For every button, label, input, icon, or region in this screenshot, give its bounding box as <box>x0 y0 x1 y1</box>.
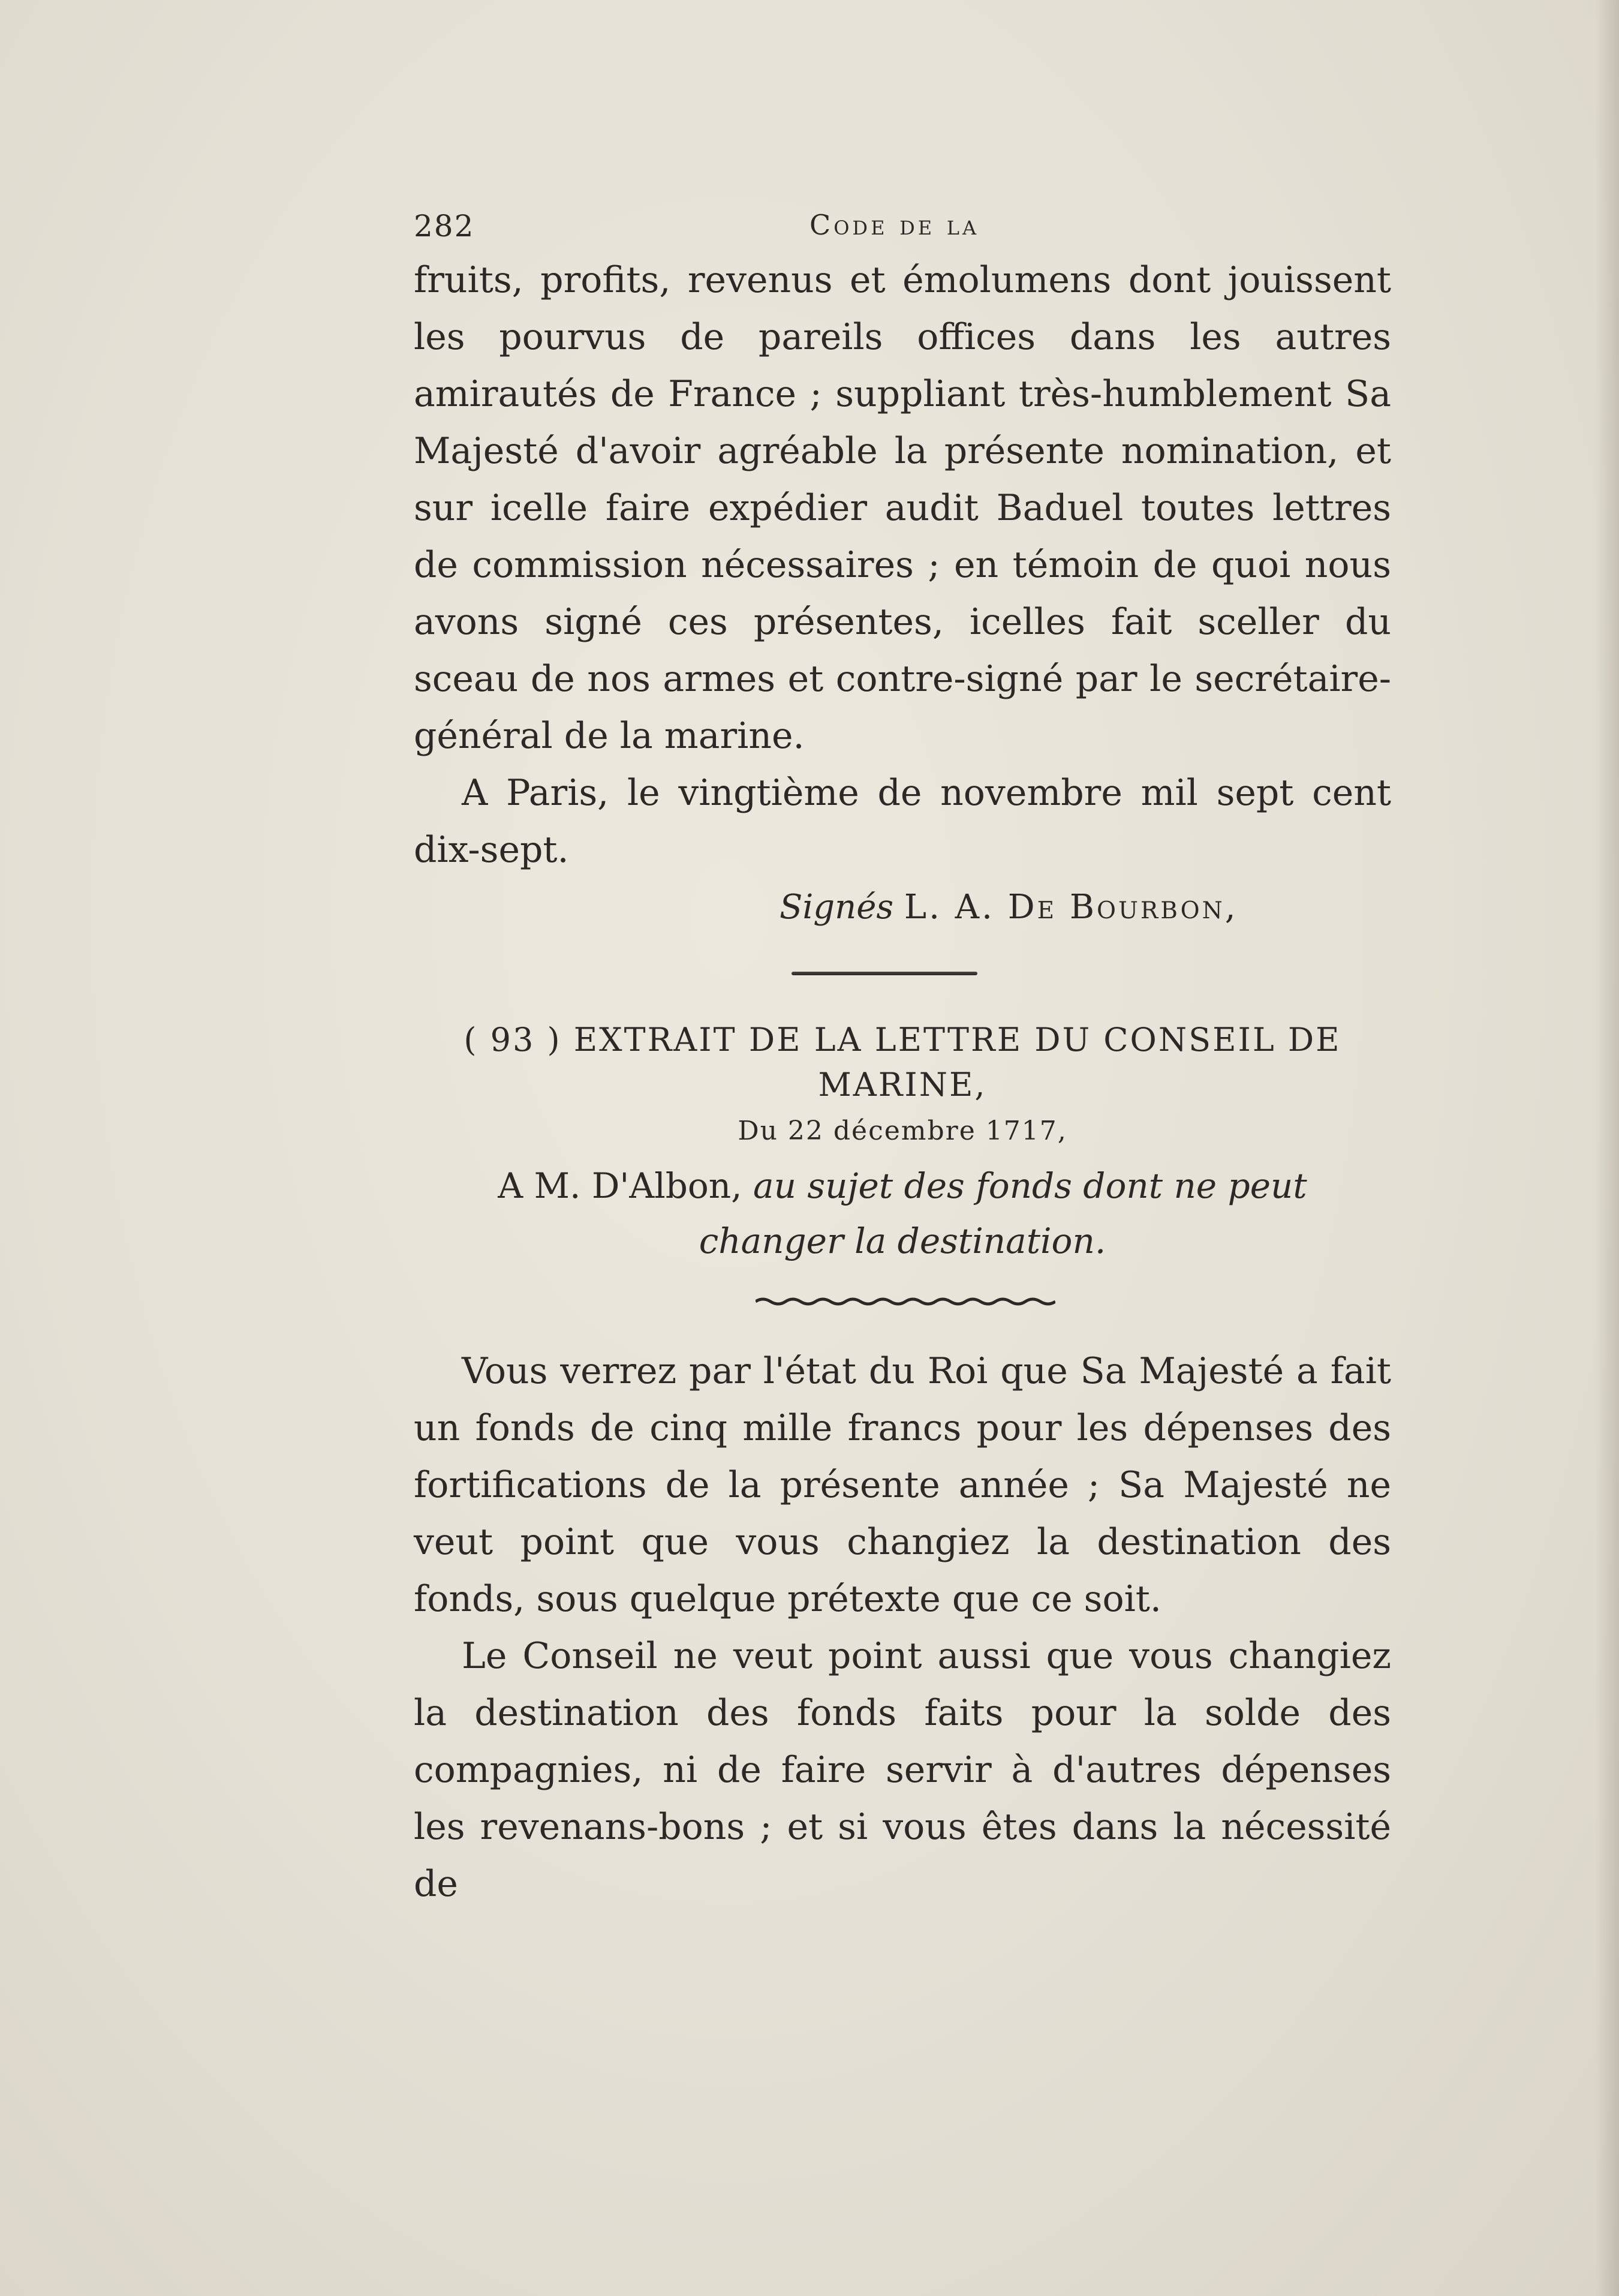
paragraph-continuation: fruits, profits, revenus et émolumens dont jouissent les pourvus de pareils offices dans les autres amirautés de France ; suppliant très-humblement Sa Majesté d'avoir agréable la présente nomination, et sur icelle faire expédier audit Baduel toutes lettres de commission nécessaires ; en témoin de quoi nous avons signé ces présentes, icelles fait sceller du sceau de nos armes et contre-signé par le secrétaire-général de la marine. <box>414 259 1391 757</box>
signature-name: L. A. De Bourbon, <box>904 888 1238 927</box>
signature-label: Signés <box>780 888 894 927</box>
section-addressee: A M. D'Albon, <box>498 1165 742 1206</box>
section-divider-rule <box>792 972 977 975</box>
text-block <box>414 204 1391 1913</box>
section-subject <box>414 1158 1391 1269</box>
page-number: 282 <box>414 209 475 244</box>
section-title: ( 93 ) EXTRAIT DE LA LETTRE DU CONSEIL DE MARINE, <box>464 1021 1341 1104</box>
paragraph-letter-1: Vous verrez par l'état du Roi que Sa Majesté a fait un fonds de cinq mille francs pour les dépenses des fortifications de la présente année ; Sa Majesté ne veut point que vous changiez la destination des fonds, sous quelque prétexte que ce soit. <box>414 1350 1391 1620</box>
page-header <box>414 204 1391 252</box>
ornamental-wavy-rule <box>756 1296 1055 1308</box>
section-subject-text: au sujet des fonds dont ne peut changer la destination. <box>699 1165 1307 1261</box>
paragraph-letter-2: Le Conseil ne veut point aussi que vous changiez la destination des fonds faits pour la solde des compagnies, ni de faire servir à d'autres dépenses les revenans-bons ; et si vous êtes dans la nécessité de <box>414 1635 1391 1905</box>
running-head: Code de la <box>810 209 980 241</box>
page-edge-shadow <box>1595 0 1619 2296</box>
paragraph-date-line: A Paris, le vingtième de novembre mil sept cent dix-sept. <box>414 772 1391 871</box>
signature-line <box>780 879 1391 936</box>
section-date: Du 22 décembre 1717, <box>738 1116 1067 1146</box>
